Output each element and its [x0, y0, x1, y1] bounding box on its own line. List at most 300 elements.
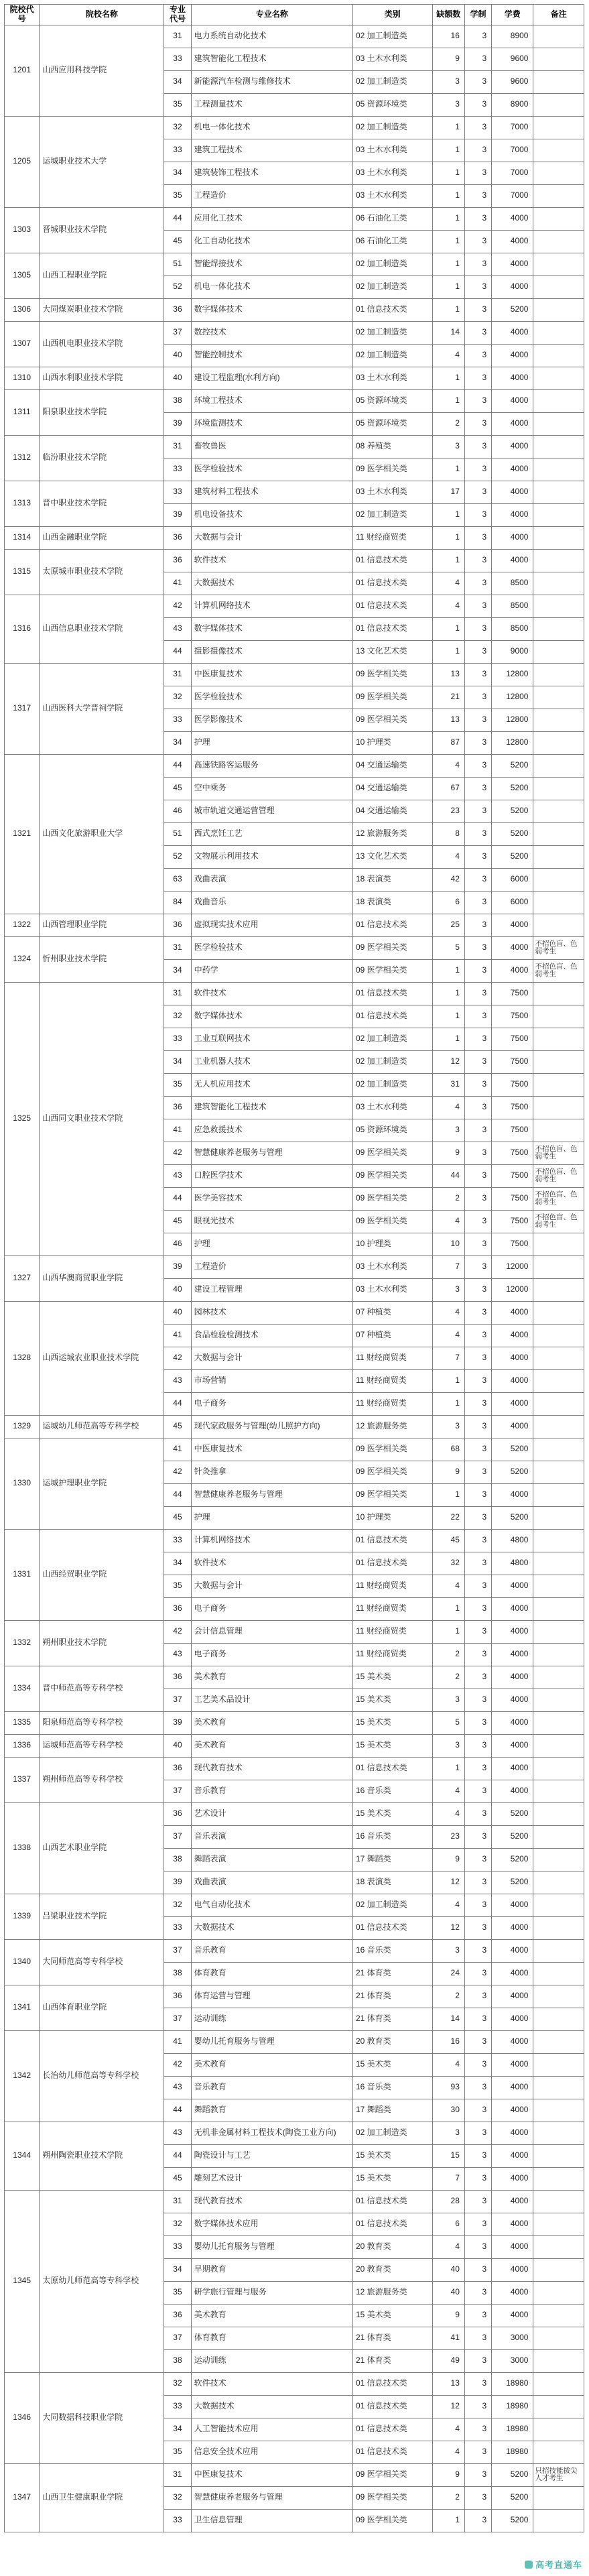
- vacancy-cell: 13: [432, 709, 464, 731]
- vacancy-cell: 4: [432, 1894, 464, 1916]
- tuition-cell: 4000: [492, 959, 533, 982]
- table-row: [5, 435, 584, 458]
- tuition-cell: 8500: [492, 595, 533, 617]
- major-name-cell: 中医康复技术: [191, 1438, 352, 1461]
- years-cell: 3: [464, 1096, 491, 1119]
- college-code-cell: 1342: [5, 2030, 40, 2122]
- tuition-cell: 4000: [492, 1369, 533, 1392]
- major-name-cell: 软件技术: [191, 1552, 352, 1575]
- remark-cell: [533, 1073, 584, 1096]
- vacancy-cell: 8: [432, 822, 464, 845]
- college-name-cell: 山西经贸职业学院: [40, 1529, 164, 1620]
- major-name-cell: 工程造价: [191, 1255, 352, 1278]
- major-code-cell: 42: [164, 1461, 191, 1483]
- years-cell: 3: [464, 2349, 491, 2372]
- major-code-cell: 44: [164, 2099, 191, 2122]
- vacancy-cell: 1: [432, 367, 464, 389]
- vacancy-cell: 9: [432, 1848, 464, 1871]
- major-code-cell: 43: [164, 1643, 191, 1666]
- tuition-cell: 12800: [492, 731, 533, 754]
- major-name-cell: 中医康复技术: [191, 663, 352, 686]
- college-code-cell: 1332: [5, 1620, 40, 1666]
- years-cell: 3: [464, 1415, 491, 1438]
- major-code-cell: 39: [164, 1255, 191, 1278]
- vacancy-cell: 32: [432, 1552, 464, 1575]
- tuition-cell: 7500: [492, 1073, 533, 1096]
- years-cell: 3: [464, 959, 491, 982]
- vacancy-cell: 12: [432, 2395, 464, 2418]
- table-row: [5, 914, 584, 936]
- years-cell: 3: [464, 1301, 491, 1324]
- college-name-cell: 山西应用科技学院: [40, 25, 164, 116]
- college-code-cell: 1201: [5, 25, 40, 116]
- tuition-cell: 5200: [492, 1848, 533, 1871]
- college-code-cell: 1335: [5, 1711, 40, 1734]
- major-code-cell: 45: [164, 777, 191, 800]
- remark-cell: [533, 1301, 584, 1324]
- vacancy-cell: 40: [432, 2258, 464, 2281]
- table-row: [5, 1734, 584, 1757]
- vacancy-cell: 93: [432, 2076, 464, 2099]
- category-cell: 04 交通运输类: [352, 777, 432, 800]
- vacancy-cell: 42: [432, 868, 464, 891]
- tuition-cell: 4000: [492, 1689, 533, 1711]
- college-name-cell: 大同师范高等专科学校: [40, 1939, 164, 1985]
- remark-cell: [533, 663, 584, 686]
- major-code-cell: 42: [164, 1347, 191, 1369]
- major-code-cell: 42: [164, 595, 191, 617]
- years-cell: 3: [464, 1347, 491, 1369]
- major-code-cell: 36: [164, 914, 191, 936]
- college-code-cell: 1305: [5, 253, 40, 298]
- vacancy-cell: 41: [432, 2327, 464, 2349]
- years-cell: 3: [464, 845, 491, 868]
- tuition-cell: 4000: [492, 2076, 533, 2099]
- vacancy-cell: 4: [432, 1301, 464, 1324]
- remark-cell: [533, 2258, 584, 2281]
- years-cell: 3: [464, 412, 491, 435]
- table-row: [5, 754, 584, 777]
- major-code-cell: 40: [164, 1278, 191, 1301]
- tuition-cell: 18980: [492, 2372, 533, 2395]
- column-header: 学制: [464, 5, 491, 25]
- tuition-cell: 4000: [492, 1894, 533, 1916]
- major-code-cell: 31: [164, 25, 191, 48]
- remark-cell: [533, 1620, 584, 1643]
- remark-cell: [533, 1347, 584, 1369]
- tuition-cell: 5200: [492, 822, 533, 845]
- category-cell: 15 美术类: [352, 2053, 432, 2076]
- category-cell: 21 体育类: [352, 2349, 432, 2372]
- major-name-cell: 数字媒体技术: [191, 1005, 352, 1028]
- category-cell: 16 音乐类: [352, 1825, 432, 1848]
- category-cell: 02 加工制造类: [352, 1028, 432, 1050]
- vacancy-cell: 1: [432, 549, 464, 572]
- category-cell: 01 信息技术类: [352, 2213, 432, 2235]
- table-row: [5, 2372, 584, 2395]
- vacancy-cell: 4: [432, 1096, 464, 1119]
- college-code-cell: 1337: [5, 1757, 40, 1802]
- major-code-cell: 43: [164, 1369, 191, 1392]
- category-cell: 03 土木水利类: [352, 481, 432, 503]
- college-name-cell: 山西艺术职业学院: [40, 1802, 164, 1894]
- category-cell: 11 财经商贸类: [352, 1643, 432, 1666]
- major-name-cell: 针灸推拿: [191, 1461, 352, 1483]
- category-cell: 02 加工制造类: [352, 503, 432, 526]
- tuition-cell: 4000: [492, 1916, 533, 1939]
- remark-cell: [533, 2327, 584, 2349]
- vacancy-cell: 1: [432, 139, 464, 162]
- years-cell: 3: [464, 139, 491, 162]
- vacancy-cell: 12: [432, 1916, 464, 1939]
- category-cell: 09 医学相关类: [352, 1142, 432, 1164]
- college-name-cell: 忻州职业技术学院: [40, 936, 164, 982]
- category-cell: 03 土木水利类: [352, 1278, 432, 1301]
- tuition-cell: 4800: [492, 1552, 533, 1575]
- vacancy-cell: 2: [432, 1985, 464, 2008]
- category-cell: 07 种植类: [352, 1301, 432, 1324]
- remark-cell: [533, 2122, 584, 2144]
- category-cell: 02 加工制造类: [352, 2122, 432, 2144]
- major-name-cell: 舞蹈表演: [191, 1848, 352, 1871]
- major-code-cell: 33: [164, 48, 191, 70]
- major-code-cell: 35: [164, 2281, 191, 2304]
- tuition-cell: 12000: [492, 1255, 533, 1278]
- major-name-cell: 智能焊接技术: [191, 253, 352, 275]
- tuition-cell: 12800: [492, 709, 533, 731]
- remark-cell: [533, 617, 584, 640]
- tuition-cell: 7500: [492, 1096, 533, 1119]
- years-cell: 3: [464, 549, 491, 572]
- major-code-cell: 33: [164, 458, 191, 481]
- major-code-cell: 52: [164, 845, 191, 868]
- remark-cell: [533, 2509, 584, 2532]
- remark-cell: [533, 93, 584, 116]
- tuition-cell: 4000: [492, 275, 533, 298]
- vacancy-cell: 1: [432, 959, 464, 982]
- major-name-cell: 体育教育: [191, 2327, 352, 2349]
- tuition-cell: 4000: [492, 321, 533, 344]
- remark-cell: [533, 777, 584, 800]
- major-code-cell: 31: [164, 982, 191, 1005]
- tuition-cell: 4000: [492, 2099, 533, 2122]
- college-name-cell: 太原城市职业技术学院: [40, 549, 164, 595]
- vacancy-cell: 45: [432, 1529, 464, 1552]
- remark-cell: [533, 2281, 584, 2304]
- tuition-cell: 4000: [492, 1392, 533, 1415]
- watermark-text: 高考直通车: [535, 2560, 582, 2570]
- years-cell: 3: [464, 1142, 491, 1164]
- remark-cell: [533, 1939, 584, 1962]
- tuition-cell: 8900: [492, 25, 533, 48]
- vacancy-cell: 1: [432, 1369, 464, 1392]
- remark-cell: [533, 2053, 584, 2076]
- vacancy-cell: 4: [432, 2418, 464, 2441]
- college-name-cell: 朔州职业技术学院: [40, 1620, 164, 1666]
- column-header: 缺额数: [432, 5, 464, 25]
- major-name-cell: 高速铁路客运服务: [191, 754, 352, 777]
- vacancy-cell: 25: [432, 914, 464, 936]
- tuition-cell: 4000: [492, 2213, 533, 2235]
- category-cell: 09 医学相关类: [352, 936, 432, 959]
- remark-cell: [533, 503, 584, 526]
- major-code-cell: 32: [164, 1894, 191, 1916]
- years-cell: 3: [464, 207, 491, 230]
- column-header: 备注: [533, 5, 584, 25]
- vacancy-cell: 1: [432, 526, 464, 549]
- major-code-cell: 40: [164, 344, 191, 367]
- major-name-cell: 建筑智能化工程技术: [191, 48, 352, 70]
- major-code-cell: 33: [164, 1028, 191, 1050]
- years-cell: 3: [464, 1894, 491, 1916]
- table-row: [5, 1620, 584, 1643]
- college-name-cell: 朔州陶瓷职业技术学院: [40, 2122, 164, 2190]
- major-code-cell: 34: [164, 162, 191, 184]
- remark-cell: [533, 1483, 584, 1506]
- vacancy-cell: 22: [432, 1506, 464, 1529]
- tuition-cell: 4000: [492, 1734, 533, 1757]
- table-row: [5, 207, 584, 230]
- college-name-cell: 山西医科大学晋祠学院: [40, 663, 164, 754]
- major-name-cell: 计算机网络技术: [191, 595, 352, 617]
- years-cell: 3: [464, 1575, 491, 1597]
- college-name-cell: 晋城职业技术学院: [40, 207, 164, 253]
- table-header-row: [5, 5, 584, 25]
- remark-cell: [533, 595, 584, 617]
- major-name-cell: 畜牧兽医: [191, 435, 352, 458]
- college-name-cell: 吕梁职业技术学院: [40, 1894, 164, 1939]
- college-code-cell: 1317: [5, 663, 40, 754]
- years-cell: 3: [464, 2030, 491, 2053]
- major-name-cell: 电子商务: [191, 1597, 352, 1620]
- vacancy-cell: 9: [432, 2304, 464, 2327]
- category-cell: 13 文化艺术类: [352, 640, 432, 663]
- years-cell: 3: [464, 2327, 491, 2349]
- category-cell: 09 医学相关类: [352, 686, 432, 709]
- category-cell: 05 资源环境类: [352, 1119, 432, 1142]
- tuition-cell: 5200: [492, 754, 533, 777]
- tuition-cell: 4000: [492, 1711, 533, 1734]
- vacancy-cell: 44: [432, 1164, 464, 1187]
- major-code-cell: 41: [164, 572, 191, 595]
- college-name-cell: 运城幼儿师范高等专科学校: [40, 1415, 164, 1438]
- years-cell: 3: [464, 344, 491, 367]
- major-code-cell: 31: [164, 435, 191, 458]
- major-code-cell: 34: [164, 1552, 191, 1575]
- years-cell: 3: [464, 93, 491, 116]
- years-cell: 3: [464, 1461, 491, 1483]
- remark-cell: [533, 822, 584, 845]
- major-name-cell: 音乐教育: [191, 1780, 352, 1802]
- major-code-cell: 36: [164, 298, 191, 321]
- category-cell: 09 医学相关类: [352, 458, 432, 481]
- table-row: [5, 321, 584, 344]
- tuition-cell: 7000: [492, 139, 533, 162]
- table-row: [5, 2463, 584, 2486]
- remark-cell: [533, 1506, 584, 1529]
- college-name-cell: 大同数据科技职业学院: [40, 2372, 164, 2463]
- category-cell: 01 信息技术类: [352, 1552, 432, 1575]
- remark-cell: [533, 640, 584, 663]
- years-cell: 3: [464, 2122, 491, 2144]
- category-cell: 01 信息技术类: [352, 1529, 432, 1552]
- remark-cell: [533, 1028, 584, 1050]
- years-cell: 3: [464, 1620, 491, 1643]
- major-name-cell: 建设工程监理(水利方向): [191, 367, 352, 389]
- category-cell: 06 石油化工类: [352, 207, 432, 230]
- years-cell: 3: [464, 2190, 491, 2213]
- major-code-cell: 40: [164, 1301, 191, 1324]
- tuition-cell: 4000: [492, 1324, 533, 1347]
- major-name-cell: 摄影摄像技术: [191, 640, 352, 663]
- major-code-cell: 34: [164, 959, 191, 982]
- category-cell: 01 信息技术类: [352, 572, 432, 595]
- years-cell: 3: [464, 1073, 491, 1096]
- category-cell: 12 旅游服务类: [352, 1415, 432, 1438]
- major-name-cell: 西式烹饪工艺: [191, 822, 352, 845]
- major-name-cell: 工程造价: [191, 184, 352, 207]
- remark-cell: [533, 298, 584, 321]
- major-name-cell: 虚拟现实技术应用: [191, 914, 352, 936]
- vacancy-cell: 21: [432, 686, 464, 709]
- category-cell: 03 土木水利类: [352, 162, 432, 184]
- major-name-cell: 数字媒体技术: [191, 298, 352, 321]
- major-name-cell: 运动训练: [191, 2349, 352, 2372]
- major-code-cell: 44: [164, 1187, 191, 1210]
- tuition-cell: 7500: [492, 1233, 533, 1255]
- tuition-cell: 12000: [492, 1278, 533, 1301]
- tuition-cell: 4000: [492, 1666, 533, 1689]
- major-name-cell: 电气自动化技术: [191, 1894, 352, 1916]
- tuition-cell: 7500: [492, 1028, 533, 1050]
- vacancy-cell: 1: [432, 1005, 464, 1028]
- college-code-cell: 1336: [5, 1734, 40, 1757]
- major-code-cell: 51: [164, 253, 191, 275]
- major-name-cell: 智慧健康养老服务与管理: [191, 1142, 352, 1164]
- category-cell: 09 医学相关类: [352, 663, 432, 686]
- table-row: [5, 1802, 584, 1825]
- remark-cell: [533, 1666, 584, 1689]
- tuition-cell: 9000: [492, 640, 533, 663]
- years-cell: 3: [464, 2463, 491, 2486]
- college-name-cell: 山西卫生健康职业学院: [40, 2463, 164, 2532]
- table-row: [5, 2122, 584, 2144]
- tuition-cell: 8500: [492, 617, 533, 640]
- vacancy-cell: 4: [432, 845, 464, 868]
- remark-cell: [533, 2395, 584, 2418]
- tuition-cell: 9600: [492, 70, 533, 93]
- tuition-cell: 7500: [492, 1142, 533, 1164]
- tuition-cell: 4000: [492, 2053, 533, 2076]
- remark-cell: [533, 1438, 584, 1461]
- remark-cell: [533, 845, 584, 868]
- table-row: [5, 549, 584, 572]
- years-cell: 3: [464, 777, 491, 800]
- major-code-cell: 37: [164, 2327, 191, 2349]
- major-name-cell: 建筑材料工程技术: [191, 481, 352, 503]
- major-name-cell: 戏曲音乐: [191, 891, 352, 914]
- vacancy-cell: 49: [432, 2349, 464, 2372]
- college-name-cell: 山西信息职业技术学院: [40, 595, 164, 663]
- major-name-cell: 美术教育: [191, 1734, 352, 1757]
- remark-cell: [533, 1734, 584, 1757]
- category-cell: 03 土木水利类: [352, 367, 432, 389]
- remark-cell: [533, 207, 584, 230]
- remark-cell: [533, 1689, 584, 1711]
- category-cell: 09 医学相关类: [352, 2509, 432, 2532]
- tuition-cell: 4000: [492, 230, 533, 253]
- table-row: [5, 595, 584, 617]
- remark-cell: [533, 184, 584, 207]
- remark-cell: [533, 1096, 584, 1119]
- vacancy-cell: 1: [432, 1483, 464, 1506]
- college-name-cell: 山西机电职业技术学院: [40, 321, 164, 367]
- years-cell: 3: [464, 2167, 491, 2190]
- vacancy-cell: 4: [432, 2441, 464, 2463]
- remark-cell: [533, 1871, 584, 1894]
- tuition-cell: 4000: [492, 1985, 533, 2008]
- tuition-cell: 4000: [492, 2122, 533, 2144]
- remark-cell: [533, 800, 584, 822]
- category-cell: 11 财经商贸类: [352, 1392, 432, 1415]
- college-code-cell: 1321: [5, 754, 40, 914]
- category-cell: 01 信息技术类: [352, 595, 432, 617]
- years-cell: 3: [464, 1278, 491, 1301]
- college-name-cell: 山西体育职业学院: [40, 1985, 164, 2030]
- tuition-cell: 18980: [492, 2441, 533, 2463]
- tuition-cell: 8500: [492, 572, 533, 595]
- major-name-cell: 人工智能技术应用: [191, 2418, 352, 2441]
- tuition-cell: 4000: [492, 914, 533, 936]
- remark-cell: [533, 731, 584, 754]
- tuition-cell: 4000: [492, 2167, 533, 2190]
- major-name-cell: 数控技术: [191, 321, 352, 344]
- major-name-cell: 研学旅行管理与服务: [191, 2281, 352, 2304]
- tuition-cell: 9600: [492, 48, 533, 70]
- column-header: 类别: [352, 5, 432, 25]
- remark-cell: [533, 481, 584, 503]
- remark-cell: [533, 321, 584, 344]
- major-name-cell: 计算机网络技术: [191, 1529, 352, 1552]
- category-cell: 12 旅游服务类: [352, 822, 432, 845]
- vacancy-cell: 1: [432, 1757, 464, 1780]
- college-code-cell: 1329: [5, 1415, 40, 1438]
- major-name-cell: 婴幼儿托育服务与管理: [191, 2030, 352, 2053]
- table-body: [5, 25, 584, 2532]
- major-name-cell: 智能控制技术: [191, 344, 352, 367]
- years-cell: 3: [464, 2395, 491, 2418]
- college-name-cell: 山西文化旅游职业大学: [40, 754, 164, 914]
- college-name-cell: 大同煤炭职业技术学院: [40, 298, 164, 321]
- category-cell: 08 养殖类: [352, 435, 432, 458]
- vacancy-cell: 16: [432, 2030, 464, 2053]
- remark-cell: [533, 891, 584, 914]
- remark-cell: [533, 116, 584, 139]
- remark-cell: [533, 1597, 584, 1620]
- major-code-cell: 43: [164, 2076, 191, 2099]
- remark-cell: [533, 2008, 584, 2030]
- college-code-cell: 1339: [5, 1894, 40, 1939]
- vacancy-cell: 1: [432, 1028, 464, 1050]
- vacancy-cell: 4: [432, 1575, 464, 1597]
- years-cell: 3: [464, 1848, 491, 1871]
- college-code-cell: 1330: [5, 1438, 40, 1529]
- tuition-cell: 5200: [492, 800, 533, 822]
- major-code-cell: 32: [164, 2213, 191, 2235]
- category-cell: 09 医学相关类: [352, 959, 432, 982]
- major-code-cell: 44: [164, 207, 191, 230]
- vacancy-cell: 6: [432, 891, 464, 914]
